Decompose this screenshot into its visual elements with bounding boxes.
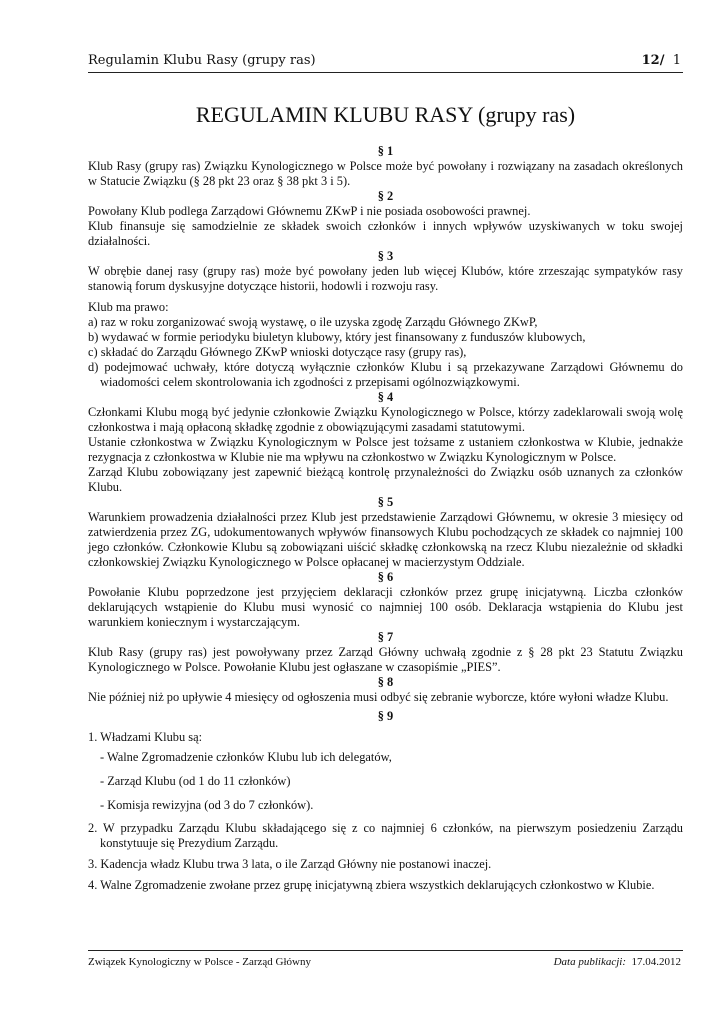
section-heading-9: § 9 xyxy=(377,709,394,723)
document-title: REGULAMIN KLUBU RASY (grupy ras) xyxy=(195,102,576,127)
section-heading-1: § 1 xyxy=(377,144,394,158)
paragraph: Powołanie Klubu poprzedzone jest przyjęciem deklaracji członków przez grupę inicjatywną. Liczba członków deklarujących wstąpienie do Klubu musi wynosić co najmniej 100 osób. Deklaracja wstąpienia do Klubu jest warunkiem koniecznym i wystarczającym. xyxy=(88,585,683,629)
section-heading-4: § 4 xyxy=(377,390,394,404)
sub-item: - Zarząd Klubu (od 1 do 11 członków) xyxy=(100,774,291,788)
section-heading-7: § 7 xyxy=(377,630,394,644)
numbered-item: 3. Kadencja władz Klubu trwa 3 lata, o ile Zarząd Główny nie postanowi inaczej. xyxy=(88,857,492,871)
section-heading-2: § 2 xyxy=(377,189,394,203)
page-footer xyxy=(88,950,683,971)
page-num: 12/ xyxy=(641,53,665,68)
paragraph: Nie później niż po upływie 4 miesięcy od ogłoszenia musi odbyć się zebranie wyborcze, które wyłoni władze Klubu. xyxy=(88,690,669,704)
numbered-item: 2. W przypadku Zarządu Klubu składającego się z co najmniej 6 członków, na pierwszym posiedzeniu Zarządu konstytuuje się Prezydium Zarządu. xyxy=(88,821,683,850)
sub-item: - Walne Zgromadzenie członków Klubu lub ich delegatów, xyxy=(100,750,392,764)
date-label: Data publikacji: xyxy=(553,956,626,968)
paragraph: Klub ma prawo: xyxy=(88,300,169,314)
paragraph: W obrębie danej rasy (grupy ras) może być powołany jeden lub więcej Klubów, które zrzeszając sympatyków rasy stanowią forum dyskusyjne dotyczące historii, hodowli i rozwoju rasy. xyxy=(88,264,683,293)
section-heading-8: § 8 xyxy=(377,675,394,689)
footer-publication-date xyxy=(554,956,681,968)
paragraph: Klub Rasy (grupy ras) jest powoływany przez Zarząd Główny uchwałą zgodnie z § 28 pkt 23 Statutu Związku Kynologicznego w Polsce. Powołanie Klubu jest ogłaszane w czasopiśmie „PIES”. xyxy=(88,645,683,674)
paragraph: Warunkiem prowadzenia działalności przez Klub jest przedstawienie Zarządowi Głównemu, w okresie 3 miesięcy od zatwierdzenia przez ZG, udokumentowanych wpływów finansowych Klubu pochodzących ze składek co najmniej 100 jego członków. Członkowie Klubu są zobowiązani uiścić składkę członkowską na rzecz Klubu niezależnie od składki członkowskiej Związku Kynologicznego w Polsce opłacanej w macierzystym Oddziale. xyxy=(88,510,683,569)
list-item: a) raz w roku zorganizować swoją wystawę, o ile uzyska zgodę Zarządu Głównego ZKwP, xyxy=(88,315,538,329)
list-item: c) składać do Zarządu Głównego ZKwP wnioski dotyczące rasy (grupy ras), xyxy=(88,345,467,359)
document-body xyxy=(88,144,683,893)
section-heading-3: § 3 xyxy=(377,249,394,263)
list-item: b) wydawać w formie periodyku biuletyn klubowy, który jest finansowany z funduszów klubowych, xyxy=(88,330,586,344)
section-heading-5: § 5 xyxy=(377,495,394,509)
header-doc-title: Regulamin Klubu Rasy (grupy ras) xyxy=(88,53,316,68)
numbered-item: 1. Władzami Klubu są: xyxy=(88,730,203,744)
header-page-number xyxy=(642,53,681,68)
page-header xyxy=(88,50,683,73)
paragraph: Klub Rasy (grupy ras) Związku Kynologicznego w Polsce może być powołany i rozwiązany na zasadach określonych w Statucie Związku (§ 28 pkt 23 oraz § 38 pkt 3 i 5). xyxy=(88,159,683,188)
page-total: 1 xyxy=(672,53,681,68)
section-heading-6: § 6 xyxy=(377,570,394,584)
date-value: 17.04.2012 xyxy=(631,956,681,968)
paragraph: Ustanie członkostwa w Związku Kynologicznym w Polsce jest tożsame z ustaniem członkostwa w Klubie, jednakże rezygnacja z członkostwa w Klubie nie ma wpływu na członkostwo w Związku Kynologicznym w Polsce. xyxy=(88,435,683,464)
paragraph: Powołany Klub podlega Zarządowi Głównemu ZKwP i nie posiada osobowości prawnej. xyxy=(88,204,531,218)
paragraph: Klub finansuje się samodzielnie ze składek swoich członków i innych wpływów uzyskiwanych w toku swojej działalności. xyxy=(88,219,683,248)
paragraph: Członkami Klubu mogą być jedynie członkowie Związku Kynologicznego w Polsce, którzy zadeklarowali swoją wolę członkostwa i mają opłaconą składkę zgodnie z obowiązującymi zasadami statutowymi. xyxy=(88,405,683,434)
list-item: d) podejmować uchwały, które dotyczą wyłącznie członków Klubu i są przekazywane Zarządowi Głównemu do wiadomości celem skontrolowania ich zgodności z przepisami ogólnozwiązkowymi. xyxy=(88,360,683,389)
numbered-item: 4. Walne Zgromadzenie zwołane przez grupę inicjatywną zbiera wszystkich deklarujących członkostwo w Klubie. xyxy=(88,878,655,892)
sub-item: - Komisja rewizyjna (od 3 do 7 członków). xyxy=(100,798,314,812)
paragraph: Zarząd Klubu zobowiązany jest zapewnić bieżącą kontrolę przynależności do Związku osób uznanych za członków Klubu. xyxy=(88,465,683,494)
footer-organization: Związek Kynologiczny w Polsce - Zarząd Główny xyxy=(88,956,311,968)
